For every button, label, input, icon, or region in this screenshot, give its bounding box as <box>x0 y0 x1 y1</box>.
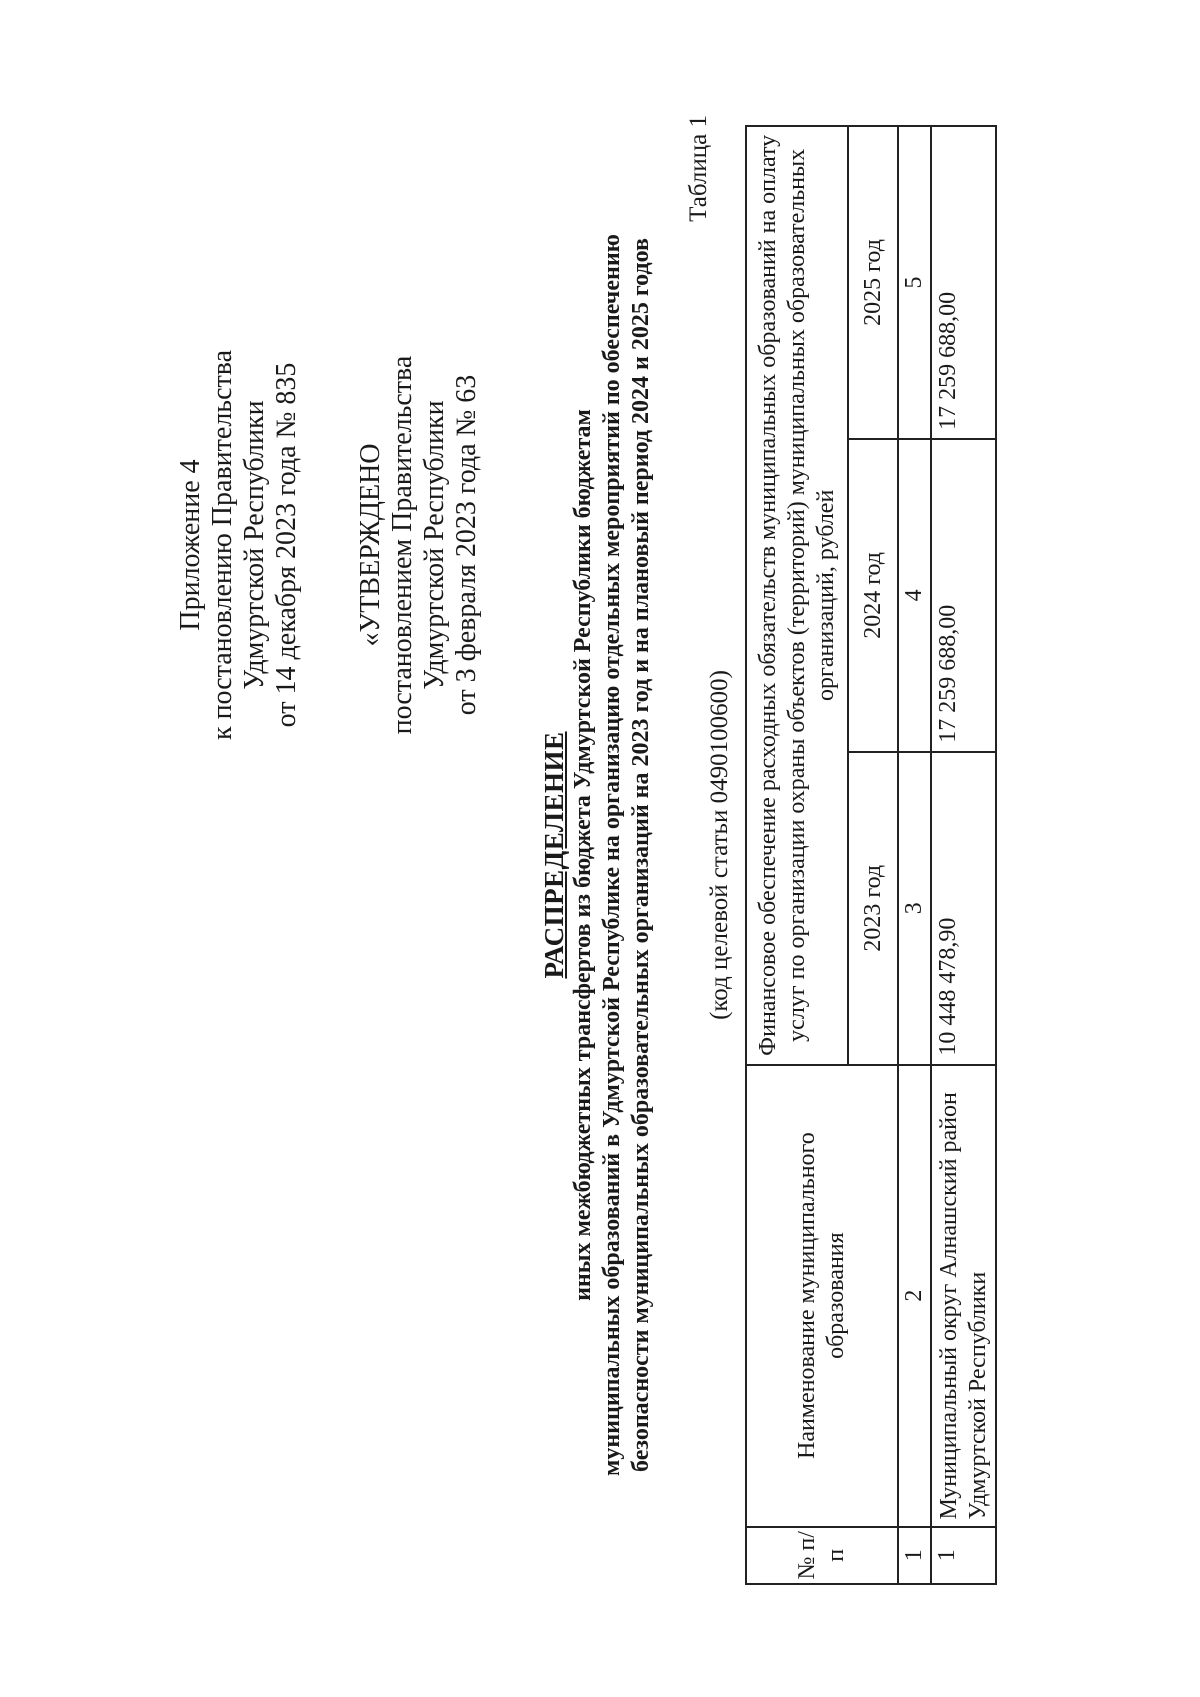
document-subtitle: муниципальных образований в Удмуртской Республике на организацию отдельных мероприятий по обеспечению <box>599 234 625 1477</box>
approved-line: «УТВЕРЖДЕНО <box>355 443 386 647</box>
header-year-2024: 2024 год <box>848 439 898 752</box>
row-num: 1 <box>931 1527 996 1584</box>
header-financing: Финансовое обеспечение расходных обязательств муниципальных образований на оплату услуг по организации охраны объектов (территорий) муниципальных образовательных организаций, рублей <box>746 126 848 1065</box>
appendix-header <box>175 285 303 805</box>
table-label: Таблица 1 <box>685 115 712 222</box>
row-value-2024: 17 259 688,00 <box>931 439 996 752</box>
table-header-row <box>746 126 848 1584</box>
table-row <box>931 126 996 1584</box>
document-subtitle: безопасности муниципальных образовательных организаций на 2023 год и на плановый период 2024 и 2025 годов <box>628 238 654 1472</box>
document-title-block <box>540 125 656 1585</box>
table-index-row <box>898 126 931 1584</box>
header-year-2023: 2023 год <box>848 752 898 1065</box>
document-page <box>55 95 1155 1615</box>
index-cell: 4 <box>898 439 931 752</box>
index-cell: 3 <box>898 752 931 1065</box>
header-name: Наименование муниципального образования <box>746 1065 898 1527</box>
row-municipality-name: Муниципальный округ Алнашский район Удмуртской Республики <box>931 1065 996 1527</box>
approved-line: постановлением Правительства <box>387 355 418 735</box>
distribution-table <box>745 125 997 1585</box>
appendix-line: от 14 декабря 2023 года № 835 <box>271 362 302 728</box>
appendix-line: к постановлению Правительства <box>207 349 238 741</box>
document-subtitle: иных межбюджетных трансфертов из бюджета Удмуртской Республики бюджетам <box>570 409 596 1301</box>
approved-line: от 3 февраля 2023 года № 63 <box>451 374 482 716</box>
target-code: (код целевой статьи 0490100600) <box>706 670 733 1020</box>
row-value-2023: 10 448 478,90 <box>931 752 996 1065</box>
approval-stamp-text <box>355 285 483 805</box>
index-cell: 1 <box>898 1527 931 1584</box>
document-title: РАСПРЕДЕЛЕНИЕ <box>539 731 569 979</box>
index-cell: 5 <box>898 126 931 439</box>
header-year-2025: 2025 год <box>848 126 898 439</box>
header-num: № п/п <box>746 1527 898 1584</box>
approved-line: Удмуртской Республики <box>419 400 450 690</box>
row-value-2025: 17 259 688,00 <box>931 126 996 439</box>
index-cell: 2 <box>898 1065 931 1527</box>
appendix-line: Удмуртской Республики <box>239 400 270 690</box>
appendix-line: Приложение 4 <box>175 459 206 631</box>
